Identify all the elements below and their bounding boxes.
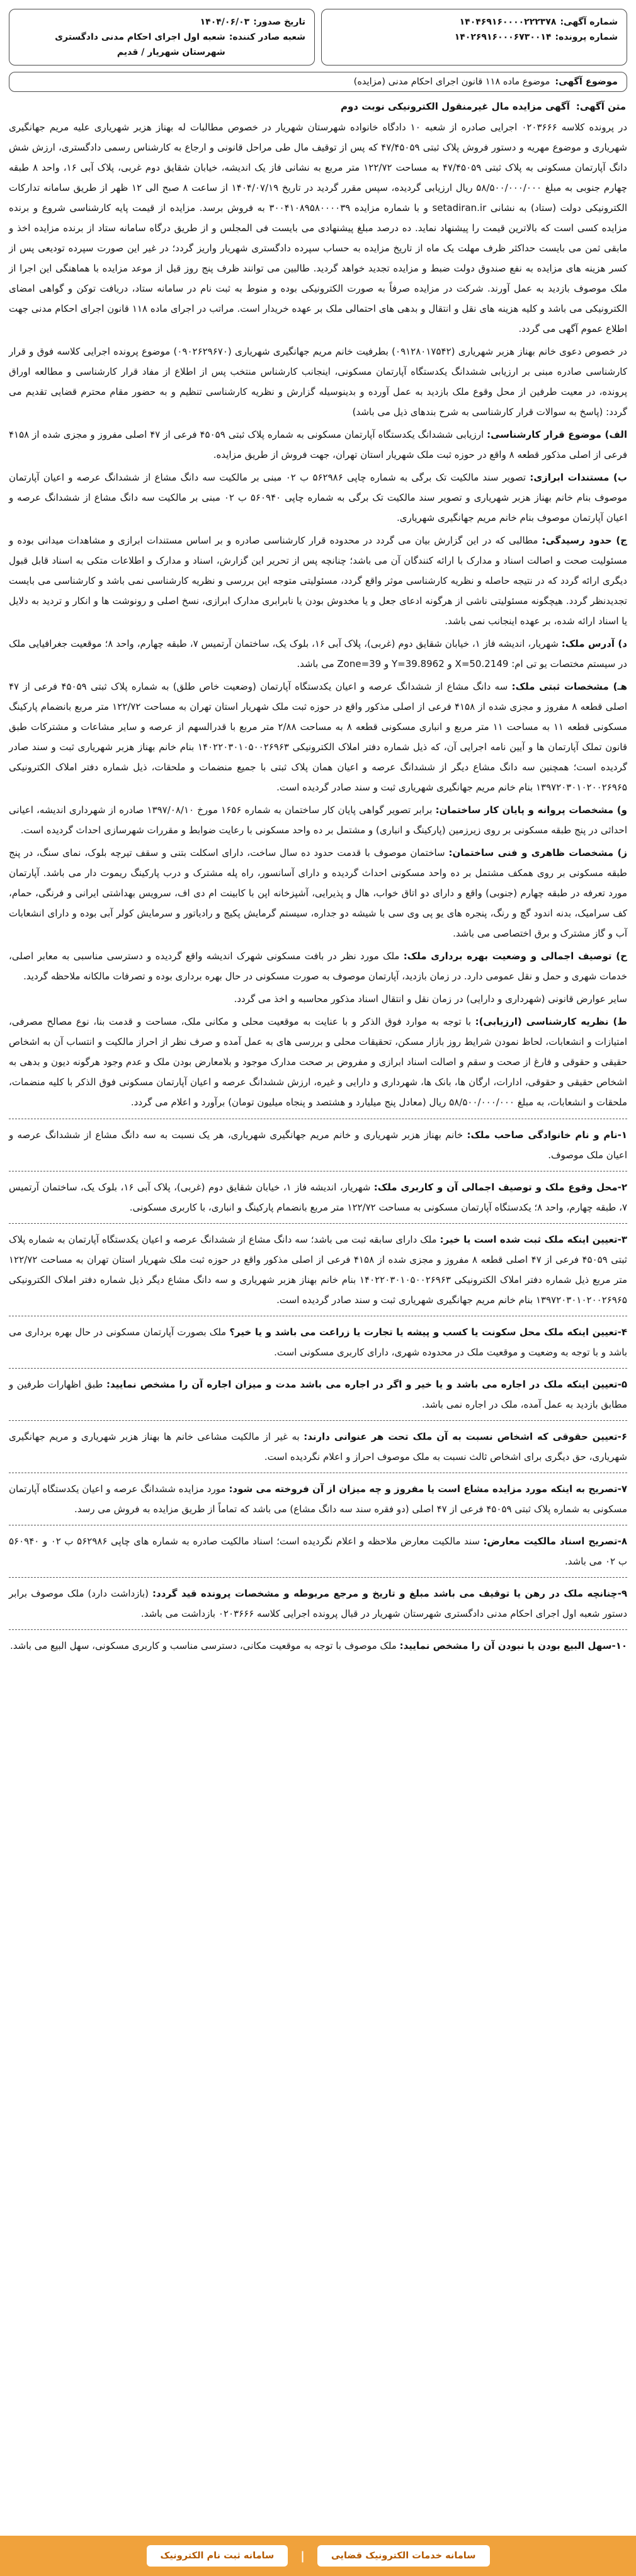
clause-question: ۳-تعیین اینکه ملک ثبت شده است یا خیر: [440,1234,627,1245]
footer-link-registration[interactable]: سامانه ثبت نام الکترونیک [147,2545,288,2567]
clause-answer: ملک دارای سابقه ثبت می باشد؛ سه دانگ مشاع از ششدانگ عرصه و اعیان یکدستگاه آپارتمان به شماره پلاک ثبتی ۴۵۰۵۹ فرعی از ۴۷ اصلی قطعه ۸ مفروز و مجزی شده از ۴۱۵۸ فرعی از اصلی مذکور واقع در حوزه ثبت ملک شهریار استان تهران به مساحت ۱۲۲/۷۲ متر مربع ذیل شماره دفتر املاک الکترونیکی ۱۴۰۲۲۰۳۰۱۰۵۰۰۲۶۹۶۳ بنام خانم بهناز هزبر شهریاری و سه دانگ مشاع دیگر ذیل شماره دفتر املاک الکترونیکی ۱۳۹۷۲۰۳۰۱۰۲۰۰۲۶۹۶۵ بنام خانم مریم جهانگیری شهریاری ثبت و سند صادر گردیده است. [9,1234,627,1306]
issuing-branch-value: شعبه اول اجرای احکام مدنی دادگستری شهرستان شهریار / قدیم [55,32,225,57]
body-section-address [9,634,627,674]
clause-answer: ملک موصوف با توجه به موقعیت مکانی، دسترسی مناسب و کاربری مسکونی، سهل البیع می باشد. [10,1640,397,1651]
clause-answer: خانم بهناز هزبر شهریاری و خانم مریم جهانگیری شهریاری، هر یک نسبت به سه دانگ مشاع از ششدانگ عرصه و اعیان ملک موصوف. [9,1129,627,1161]
clause-question: ۹-چنانچه ملک در رهن یا توقیف می باشد مبلغ و تاریخ و مرجع مربوطه و مشخصات پرونده قید گردد: [152,1588,627,1599]
statutory-clauses [9,1119,627,1661]
clause-answer: به غیر از مالکیت مشاعی خانم ها بهناز هزبر شهریاری و مریم جهانگیری شهریاری، حق دیگری برای اشخاص ثالث نسبت به ملک موصوف احراز و اعلام نگردیده است. [9,1431,627,1462]
notice-subject-row [9,72,627,92]
body-section-expert-order [9,425,627,465]
section-heading: و) مشخصات پروانه و پایان کار ساختمان: [435,804,627,816]
notice-subject-text: موضوع ماده ۱۱۸ قانون اجرای احکام مدنی (مزایده) [353,77,550,87]
clause-question: ۷-تصریح به اینکه مورد مزایده مشاع است یا مفروز و چه میزان از آن فروخته می شود: [229,1483,627,1495]
body-section-registry [9,676,627,797]
section-text: سایر عوارض قانونی (شهرداری و دارایی) در زمان نقل و انتقال اسناد مذکور محاسبه و اخذ می گردد. [234,993,627,1005]
clause-item-5 [9,1368,627,1420]
case-number-label: شماره پرونده: [555,32,618,42]
issuing-branch-label: شعبه صادر کننده: [229,32,305,42]
section-text: تصویر سند مالکیت تک برگی به شماره چاپی ۵۶۲۹۸۶ ب ۰۲ مبنی بر مالکیت سه دانگ مشاع از ششدانگ عرصه و اعیان آپارتمان موصوف بنام خانم بهناز هزبر شهریاری و تصویر سند مالکیت تک برگی به شماره چاپی ۵۶۰۹۴۰ ب ۰۲ مبنی بر مالکیت سه دانگ مشاع از ششدانگ عرصه و اعیان آپارتمان موصوف بنام خانم مریم جهانگیری شهریاری. [9,472,627,523]
body-section-documents [9,467,627,528]
section-text: مطالبی که در این گزارش بیان می گردد در محدوده قرار کارشناسی صادره و بر اساس مستندات ابرازی و مشاهدات میدانی بوده و مسئولیت صحت و اصالت اسناد و مدارک با ارائه کنندگان آن می باشد؛ چنانچه پس از تحریر این گزارش، اسناد و مدارک و اطلاعات متکی به اسناد قابل قبول دیگری ارائه گردد که در نتیجه حاصله و نظریه کارشناسی موثر واقع گردد، مسئولیتی متوجه این بررسی و نظریه کارشناسی نمی باشد و کارشناسی می بایست تجدیدنظر گردد. هیچگونه مسئولیتی ناشی از هرگونه ادعای جعل و یا مخدوش بودن یا نابرابری مدارک ابرازی، نسخ اصلی و رونوشت ها و انکار و تردید به دلایل یا اسناد ارائه شده، بر عهده اینجانب نمی باشد. [9,535,627,627]
clause-item-6 [9,1420,627,1473]
clause-question: ۲-محل وقوع ملک و توصیف اجمالی آن و کاربری ملک: [373,1182,627,1193]
section-text: شهریار، اندیشه فاز ۱، خیابان شقایق دوم (غربی)، پلاک آبی ۱۶، بلوک یک، ساختمان آرتمیس ۷، طبقه چهارم، واحد ۸؛ موقعیت جغرافیایی ملک در سیستم مختصات یو تی ام: X=50.2149 و Y=39.8962 و Zone=39 می باشد. [9,638,627,670]
body-section-intro [9,117,627,339]
clause-item-9 [9,1577,627,1629]
clause-item-1 [9,1119,627,1171]
clause-item-4 [9,1316,627,1368]
case-number-value: ۱۴۰۲۶۹۱۶۰۰۰۶۷۳۰۰۱۴ [454,32,552,42]
notice-title: آگهی مزایده مال غیرمنقول الکترونیکی نوبت دوم [340,101,570,112]
clause-answer: شهریار، اندیشه فاز ۱، خیابان شقایق دوم (غربی)، پلاک آبی ۱۶، بلوک یک، ساختمان آرتمیس ۷، طبقه چهارم، واحد ۸؛ یکدستگاه آپارتمان مسکونی به مساحت ۱۲۲/۷۲ متر مربع بانضمام پارکینگ و انباری، با کاربری مسکونی. [9,1182,627,1213]
notice-body [9,117,627,1661]
section-heading: ب) مستندات ابرازی: [530,472,627,483]
body-section-usage [9,946,627,986]
clause-item-7 [9,1473,627,1525]
footer-link-judicial-services[interactable]: سامانه خدمات الکترونیک قضایی [317,2545,490,2567]
section-text: سه دانگ مشاع از ششدانگ عرصه و اعیان یکدستگاه آپارتمان (وضعیت خاص طلق) به شماره پلاک ثبتی ۴۵۰۵۹ فرعی از ۴۷ اصلی قطعه ۸ مفروز و مجزی شده از ۴۱۵۸ فرعی از اصلی مذکور واقع در حوزه ثبت ملک شهریار استان تهران به مساحت ۱۲۲/۷۲ متر مربع بانضمام پارکینگ مسکونی قطعه ۱۱ به مساحت ۱۱ متر مربع و انباری مسکونی قطعه ۸ به مساحت ۲/۸۸ متر مربع با قدرالسهم از عرصه و سایر مشاعات و مشترکات طبق قانون تملک آپارتمان ها و آیین نامه اجرایی آن، که ذیل شماره دفتر املاک الکترونیکی ۱۴۰۲۲۰۳۰۱۰۵۰۰۲۶۹۶۳ بنام خانم بهناز هزبر شهریاری ثبت و سند صادر گردیده است؛ همچنین سه دانگ مشاع دیگر از ششدانگ عرصه و اعیان همان پلاک ثبتی با جمیع منضمات و ملحقات، ذیل شماره دفتر املاک الکترونیکی ۱۳۹۷۲۰۳۰۱۰۲۰۰۲۶۹۶۵ بنام خانم مریم جهانگیری شهریاری ثبت و سند صادر گردیده است. [9,681,627,793]
section-text: ارزیابی ششدانگ یکدستگاه آپارتمان مسکونی به شماره پلاک ثبتی ۴۵۰۵۹ فرعی از ۴۷ اصلی مفروز و مجزی شده از ۴۱۵۸ فرعی از اصلی مذکور قطعه ۸ واقع در حوزه ثبت ملک شهریار استان تهران، جهت فروش از طریق مزایده. [9,429,627,460]
section-text: در خصوص دعوی خانم بهناز هزبر شهریاری (۰۹۱۲۸۰۱۷۵۴۲) بطرفیت خانم مریم جهانگیری شهریاری (۰۹۰۲۶۲۹۶۷۰) موضوع پرونده اجرایی کلاسه فوق و قرار کارشناسی صادره مبنی بر ارزیابی ششدانگ یکدستگاه آپارتمان مسکونی، اینجانب کارشناس منتخب پس از اطلاع از مفاد قرار کارشناسی و مطالعه اوراق پرونده، در معیت طرفین از محل وقوع ملک بازدید به عمل آورده و بدینوسیله گزارش و نظریه کارشناسی تنظیم و به حضور مقام محترم قضایی تقدیم می گردد: (پاسخ به سوالات قرار کارشناسی به شرح بندهای ذیل می باشد) [9,346,627,418]
clause-item-10 [9,1629,627,1661]
body-section-expert-intro [9,341,627,422]
section-text: ملک مورد نظر در بافت مسکونی شهرک اندیشه واقع گردیده و دسترسی مناسبی به معابر اصلی، خدمات شهری و حمل و نقل عمومی دارد. در زمان بازدید، آپارتمان موصوف به صورت مسکونی در حال بهره برداری بوده و تصرفات مالکانه ملاحظه گردید. [9,950,627,982]
section-heading: ح) توصیف اجمالی و وضعیت بهره برداری ملک: [403,950,627,962]
section-heading: هـ) مشخصات ثبتی ملک: [511,681,627,692]
header-box-issue [9,9,315,66]
body-section-scope [9,530,627,631]
footer-separator: | [300,2549,305,2563]
clause-answer: (بازداشت دارد) ملک موصوف برابر دستور شعبه اول اجرای احکام مدنی دادگستری شهرستان شهریار در قبال پرونده اجرایی کلاسه ۰۲۰۳۶۶۶ بازداشت می باشد. [9,1588,627,1619]
header [9,9,627,66]
clause-question: ۶-تعیین حقوقی که اشخاص نسبت به آن ملک تحت هر عنوانی دارند: [304,1431,627,1442]
section-heading: ج) حدود رسیدگی: [542,535,627,546]
section-text: برابر تصویر گواهی پایان کار ساختمان به شماره ۱۶۵۶ مورخ ۱۳۹۷/۰۸/۱۰ صادره از شهرداری اندیشه، اعیانی احداثی در پنج طبقه مسکونی بر روی زیرزمین (پارکینگ و انباری) و مشتمل بر ده واحد مسکونی با رعایت ضوابط و مقررات شهرسازی احداث گردیده است. [9,804,627,836]
header-box-numbers [321,9,627,66]
clause-answer: سند مالکیت معارض ملاحظه و اعلام نگردیده است؛ اسناد مالکیت صادره به شماره های چاپی ۵۶۲۹۸۶ ب ۰۲ و ۵۶۰۹۴۰ ب ۰۲ می باشد. [9,1536,627,1567]
section-heading: ز) مشخصات ظاهری و فنی ساختمان: [448,847,627,858]
clause-answer: ملک بصورت آپارتمان مسکونی در حال بهره برداری می باشد و با توجه به وضعیت و موقعیت ملک در محدوده شهری، دارای کاربری مسکونی است. [9,1326,627,1358]
notice-subject-label: موضوع آگهی: [555,77,618,87]
clause-question: ۴-تعیین اینکه ملک محل سکونت یا کسب و پیشه یا تجارت یا زراعت می باشد و یا خیر؟ [229,1326,627,1338]
clause-item-8 [9,1525,627,1577]
section-heading: د) آدرس ملک: [561,638,627,649]
body-section-valuation [9,1012,627,1112]
notice-title-row [10,101,626,112]
clause-question: ۸-تصریح اسناد مالکیت معارض: [483,1536,627,1547]
clause-answer: طبق اظهارات طرفین و مطابق بازدید به عمل آمده، ملک در اجاره نمی باشد. [9,1379,627,1410]
section-text: ساختمان موصوف با قدمت حدود ده سال ساخت، دارای اسکلت بتنی و سقف تیرچه بلوک، نمای سنگ، در پنج طبقه مسکونی بر روی همکف مشتمل بر ده واحد مسکونی احداث گردیده و دارای آسانسور، راه پله مشترک و درب پارکینگ ریموت دار می باشد. آپارتمان مورد تعرفه در طبقه چهارم (جنوبی) واقع و دارای دو اتاق خواب، هال و پذیرایی، آشپزخانه اپن با کابینت ام دی اف، سرویس بهداشتی ایرانی و فرنگی، حمام، کف سرامیک، بدنه اندود گچ و رنگ، پنجره های یو پی وی سی با شیشه دو جداره، سیستم گرمایش پکیج و رادیاتور و سرمایش کولر آبی بوده و دارای انشعابات آب و گاز مشترک و برق اختصاصی می باشد. [9,847,627,939]
clause-question: ۱۰-سهل البیع بودن یا نبودن آن را مشخص نمایید: [399,1640,627,1651]
case-number-row [331,30,618,45]
section-text: در پرونده کلاسه ۰۲۰۳۶۶۶ اجرایی صادره از شعبه ۱۰ دادگاه خانواده شهرستان شهریار در خصوص مطالبات له بهناز هزبر شهریاری علیه مریم جهانگیری شهریاری و موضوع مهریه و دستور فروش پلاک ثبتی ۴۷/۴۵۰۵۹ که پس از توقیف مال طی مراحل قانونی و ارجاع به کارشناس رسمی دادگستری، ارزش شش دانگ آپارتمان مسکونی به پلاک ثبتی ۴۷/۴۵۰۵۹ به مساحت ۱۲۲/۷۲ متر مربع به نشانی فاز یک اندیشه، خیابان شقایق دوم غربی، پلاک آبی ۱۶، واحد ۸ طبقه چهارم جنوبی به مبلغ ۵۸/۵۰۰/۰۰۰/۰۰۰ ریال ارزیابی گردیده، سپس مقرر گردید در تاریخ ۱۴۰۴/۰۷/۱۹ از ساعت ۸ صبح الی ۱۲ ظهر از طریق سامانه تدارکات الکترونیکی دولت (ستاد) به نشانی setadiran.ir و با شماره مزایده ۳۰۰۴۱۰۸۹۵۸۰۰۰۰۳۹ به فروش برسد. مزایده از قیمت پایه کارشناسی شروع و برنده مزایده کسی است که بالاترین قیمت را پیشنهاد نماید. ده درصد مبلغ پیشنهادی می بایست فی المجلس و از طریق درگاه سامانه ستاد از برنده مزایده اخذ و مابقی ثمن می بایست حداکثر ظرف مهلت یک ماه از تاریخ مزایده به حساب سپرده دادگستری شهریار واریز گردد؛ در غیر این صورت سپرده تودیعی پس از کسر هزینه های مزایده به نفع صندوق دولت ضبط و مزایده تجدید خواهد گردید. طالبین می توانند ظرف پنج روز قبل از موعد مزایده با هماهنگی این اجرا از ملک موصوف بازدید به عمل آورند. شرکت در مزایده صرفاً به صورت الکترونیکی بوده و منوط به ثبت نام در سامانه ستاد، دریافت توکن و گواهی امضای الکترونیکی می باشد و کلیه هزینه های نقل و انتقال و بدهی های احتمالی ملک بر عهده خریدار است. مراتب در اجرای ماده ۱۱۸ قانون اجرای احکام مدنی جهت اطلاع عموم آگهی می گردد. [9,122,627,334]
footer-bar [0,2536,636,2576]
clause-question: ۵-تعیین اینکه ملک در اجاره می باشد و یا خیر و اگر در اجاره می باشد مدت و میزان اجاره آن را مشخص نمایید: [106,1379,627,1390]
notice-number-label: شماره آگهی: [560,17,618,27]
issuing-branch-row [18,30,305,60]
issue-date-row [18,14,305,30]
body-section-taxes-note [9,989,627,1009]
body-section-permit [9,800,627,840]
section-heading: ط) نظریه کارشناسی (ارزیابی): [475,1016,627,1027]
notice-number-row [331,14,618,30]
notice-body-label: متن آگهی: [576,101,626,112]
clause-question: ۱-نام و نام خانوادگی صاحب ملک: [467,1129,628,1141]
clause-item-2 [9,1171,627,1223]
issue-date-value: ۱۴۰۴/۰۶/۰۳ [200,17,250,27]
notice-number-value: ۱۴۰۴۶۹۱۶۰۰۰۰۲۲۲۳۷۸ [459,17,557,27]
section-heading: الف) موضوع قرار کارشناسی: [487,429,627,440]
body-section-physical [9,843,627,943]
issue-date-label: تاریخ صدور: [253,17,305,27]
clause-answer: مورد مزایده ششدانگ عرصه و اعیان یکدستگاه آپارتمان مسکونی به شماره پلاک ثبتی ۴۵۰۵۹ فرعی از ۴۷ اصلی (دو فقره سند سه دانگ مشاع) می باشد که تماماً از طریق مزایده به فروش می رسد. [9,1483,627,1515]
clause-item-3 [9,1223,627,1316]
section-text: با توجه به موارد فوق الذکر و با عنایت به موقعیت محلی و مکانی ملک، مساحت و قدمت بنا، نوع مصالح مصرفی، امتیازات و انشعابات، لحاظ نمودن شرایط روز بازار مسکن، تحقیقات محلی و بررسی های به عمل آمده و صرف نظر از احراز مالکیت و انتساب آن به اشخاص حقیقی و حقوقی و فارغ از صحت و سقم و اصالت اسناد ابرازی و مفروض بر صحت مدارک موجود و بلامعارض بودن ملک و عدم وجود هرگونه دیون و بدهی به اشخاص حقیقی و حقوقی، ادارات، ارگان ها، بانک ها، شهرداری و دارایی و غیره، ارزش ششدانگ عرصه و اعیان آپارتمان مسکونی فوق الذکر با کلیه منضمات، ملحقات و انشعابات، به مبلغ ۵۸/۵۰۰/۰۰۰/۰۰۰ ریال (معادل پنج میلیارد و هشتصد و پنجاه میلیون تومان) برآورد و اعلام می گردد. [9,1016,627,1108]
